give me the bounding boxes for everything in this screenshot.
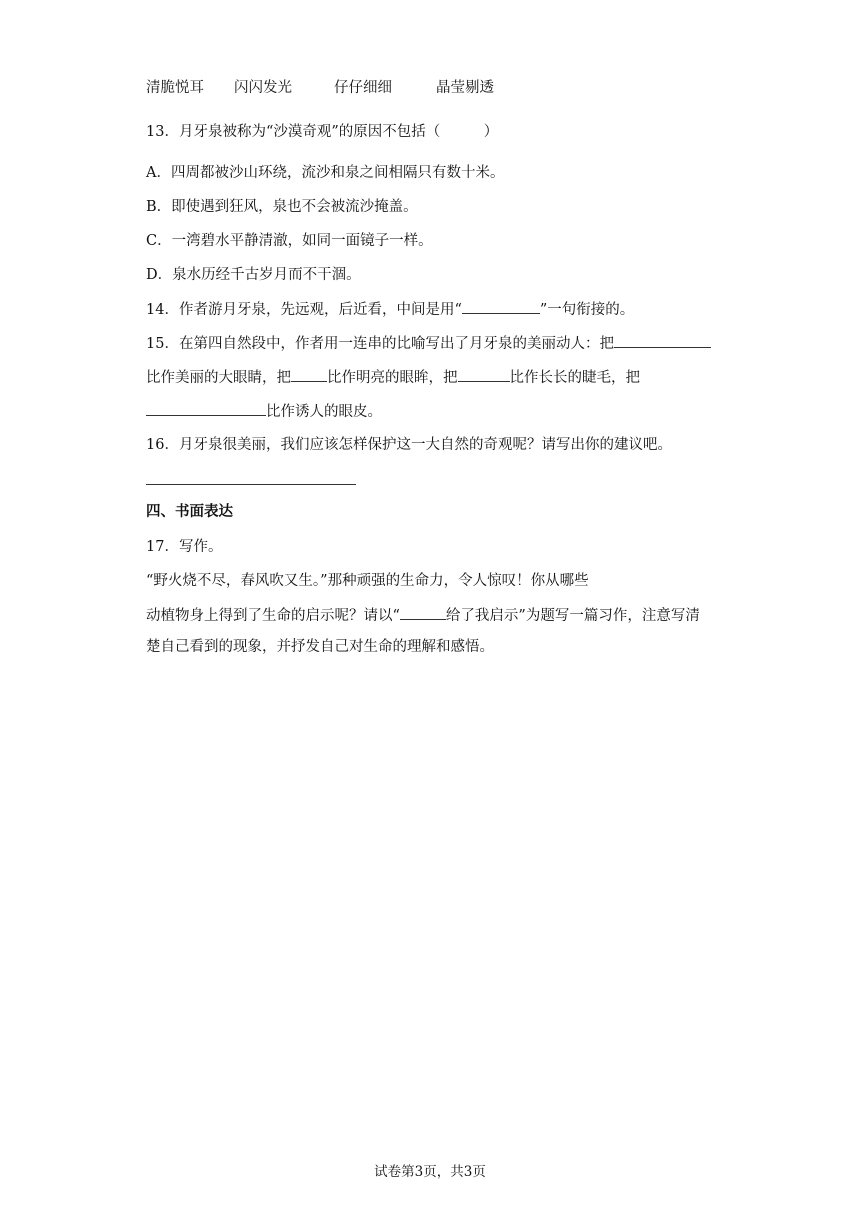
q15-blank-3[interactable]: [458, 367, 510, 382]
q17-line1: “野火烧不尽，春风吹又生。”那种顽强的生命力，令人惊叹！你从哪些: [146, 573, 589, 589]
q13-option-a: A．四周都被沙山环绕，流沙和泉之间相隔只有数十米。: [146, 165, 505, 181]
q15-blank-1[interactable]: [614, 333, 711, 348]
q17-title-blank[interactable]: [400, 605, 446, 620]
section-heading: 四、书面表达: [146, 504, 233, 520]
word-3: 仔仔细细: [334, 80, 392, 96]
q15-text-3: 比作诱人的眼皮。: [266, 404, 382, 420]
q14-text-after: ”一句衔接的。: [539, 302, 635, 318]
q14-text-before: 14．作者游月牙泉，先远观，后近看，中间是用“: [146, 302, 462, 318]
q17-text-2b: 给了我启示”为题写一篇习作，注意写清: [445, 608, 700, 624]
word-2: 闪闪发光: [234, 80, 292, 96]
word-list: [146, 78, 494, 98]
q15-blank-2[interactable]: [291, 367, 327, 382]
q15-line2: [146, 367, 640, 388]
q15-line3: [146, 401, 382, 422]
q13-option-b: B．即使遇到狂风，泉也不会被流沙掩盖。: [146, 199, 418, 215]
q15-blank-4[interactable]: [146, 401, 266, 416]
page-footer: 试卷第3页，共3页: [374, 1164, 486, 1180]
q17-line2: [146, 605, 700, 626]
q15-text-2a: 比作美丽的大眼睛，把: [146, 370, 291, 386]
q15-text-2c: 比作长长的睫毛，把: [509, 370, 640, 386]
q13-option-d: D．泉水历经千古岁月而不干涸。: [146, 267, 361, 283]
q16: 16．月牙泉很美丽，我们应该怎样保护这一大自然的奇观呢？请写出你的建议吧。: [146, 437, 672, 453]
q15-text-1: 15．在第四自然段中，作者用一连串的比喻写出了月牙泉的美丽动人：把: [146, 336, 614, 352]
word-1: 清脆悦耳: [146, 80, 204, 96]
q16-answer-line[interactable]: [146, 484, 356, 485]
q15-line1: [146, 333, 711, 354]
q13-option-c: C．一湾碧水平静清澈，如同一面镜子一样。: [146, 233, 433, 249]
q17-line3: 楚自己看到的现象，并抒发自己对生命的理解和感悟。: [146, 639, 494, 655]
q17-title: 17．写作。: [146, 539, 223, 555]
q14-blank[interactable]: [462, 299, 540, 314]
q17-text-2a: 动植物身上得到了生命的启示呢？请以“: [146, 608, 400, 624]
word-4: 晶莹剔透: [436, 80, 494, 96]
q15-text-2b: 比作明亮的眼眸，把: [327, 370, 458, 386]
q13-stem: 13．月牙泉被称为“沙漠奇观”的原因不包括（ ）: [146, 124, 499, 140]
q14: [146, 299, 634, 320]
